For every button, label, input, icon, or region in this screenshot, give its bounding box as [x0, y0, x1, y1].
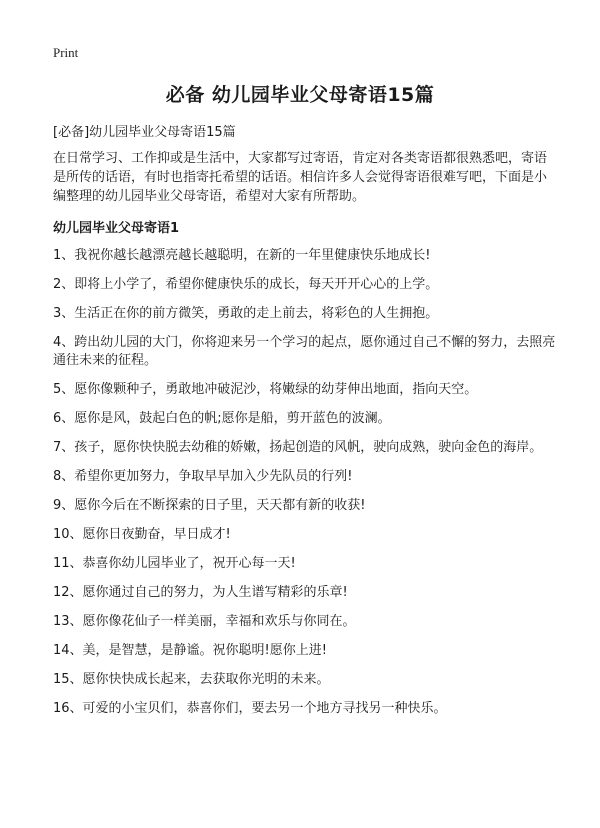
message-list — [53, 247, 558, 729]
list-item: 9、愿你今后在不断探索的日子里，天天都有新的收获! — [53, 498, 366, 513]
list-item: 4、跨出幼儿园的大门，你将迎来另一个学习的起点，愿你通过自己不懈的努力，去照亮通往未来的征程。 — [53, 335, 556, 368]
list-item: 16、可爱的小宝贝们，恭喜你们，要去另一个地方寻找另一种快乐。 — [53, 701, 447, 716]
list-item: 5、愿你像颗种子，勇敢地冲破泥沙，将嫩绿的幼芽伸出地面，指向天空。 — [53, 382, 478, 397]
print-link[interactable]: Print — [53, 45, 79, 60]
list-item: 3、生活正在你的前方微笑，勇敢的走上前去，将彩色的人生拥抱。 — [53, 306, 439, 321]
list-item: 13、愿你像花仙子一样美丽，幸福和欢乐与你同在。 — [53, 614, 356, 629]
list-item: 8、希望你更加努力，争取早早加入少先队员的行列! — [53, 469, 353, 484]
list-item: 15、愿你快快成长起来，去获取你光明的未来。 — [53, 672, 330, 687]
list-item: 6、愿你是风，鼓起白色的帆;愿你是船，剪开蓝色的波澜。 — [53, 411, 391, 426]
page-title: 必备 幼儿园毕业父母寄语15篇 — [165, 84, 435, 106]
article-subtitle: [必备]幼儿园毕业父母寄语15篇 — [53, 125, 236, 140]
section-heading: 幼儿园毕业父母寄语1 — [53, 221, 180, 236]
list-item: 11、恭喜你幼儿园毕业了，祝开心每一天! — [53, 556, 296, 571]
list-item: 1、我祝你越长越漂亮越长越聪明，在新的一年里健康快乐地成长! — [53, 248, 431, 263]
intro-paragraph: 在日常学习、工作抑或是生活中，大家都写过寄语，肯定对各类寄语都很熟悉吧，寄语是所传的话语，有时也指寄托希望的话语。相信许多人会觉得寄语很难写吧，下面是小编整理的幼儿园毕业父母寄语，希望对大家有所帮助。 — [53, 151, 548, 204]
list-item: 2、即将上小学了，希望你健康快乐的成长，每天开开心心的上学。 — [53, 277, 439, 292]
list-item: 14、美，是智慧，是静谧。祝你聪明!愿你上进! — [53, 643, 327, 658]
list-item: 12、愿你通过自己的努力，为人生谱写精彩的乐章! — [53, 585, 348, 600]
list-item: 10、愿你日夜勤奋，早日成才! — [53, 527, 231, 542]
list-item: 7、孩子，愿你快快脱去幼稚的娇嫩，扬起创造的风帆，驶向成熟，驶向金色的海岸。 — [53, 440, 543, 455]
